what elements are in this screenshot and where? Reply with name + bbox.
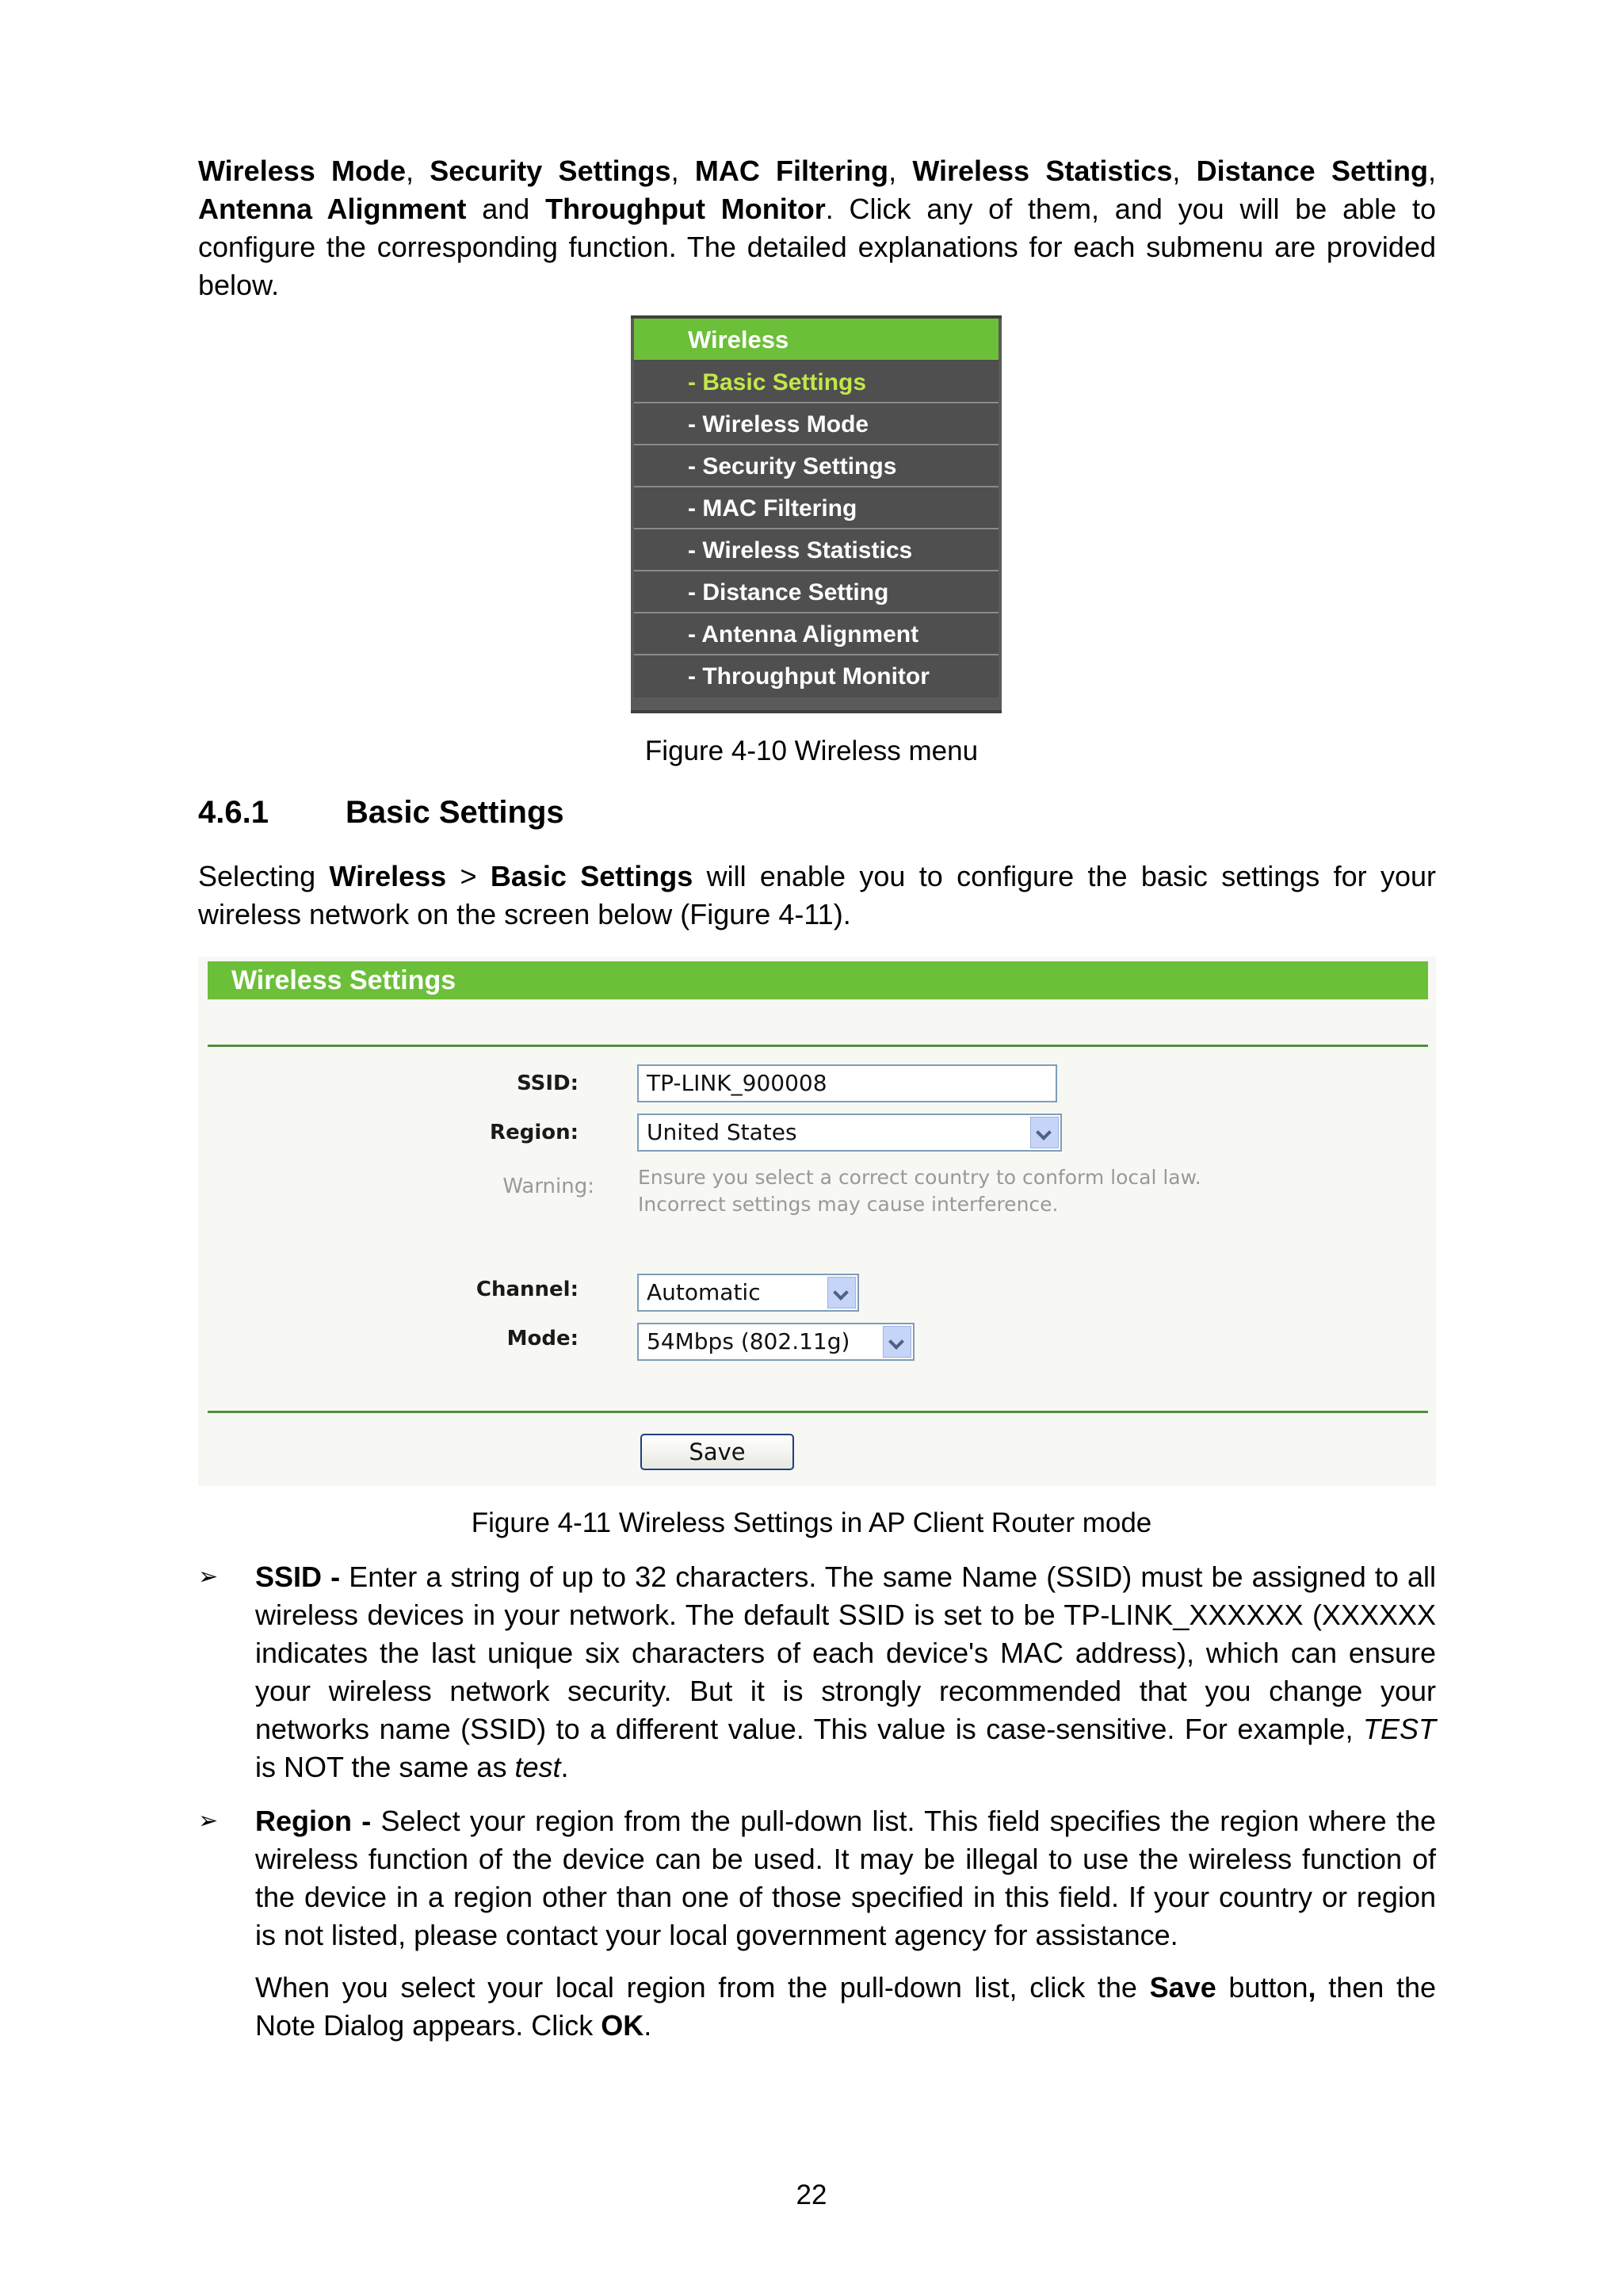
ssid-paragraph: SSID - Enter a string of up to 32 characters. The same Name (SSID) must be assigned to all wireless devices in your network. The default SSID is set to be TP-LINK_XXXXXX (XXXXXX indicates the last unique six characters of each device's MAC address), which can ensure your wireless network security. But it is strongly recommended that you change your networks name (SSID) to a different value. This value is case-sensitive. For example, TEST is NOT the same as test. — [255, 1561, 1436, 1783]
region-select[interactable] — [637, 1114, 1062, 1152]
menu-item-basic-settings[interactable]: - Basic Settings — [634, 361, 999, 403]
section-number: 4.6.1 — [198, 795, 269, 830]
menu-item-mac-filtering[interactable]: - MAC Filtering — [634, 487, 999, 529]
intro-term: Wireless Statistics — [912, 155, 1173, 187]
wireless-settings-panel — [198, 957, 1436, 1486]
region-label: Region: — [490, 1121, 579, 1144]
menu-title-wireless[interactable]: Wireless — [634, 319, 999, 361]
mode-select[interactable] — [637, 1323, 915, 1361]
menu-item-wireless-statistics[interactable]: - Wireless Statistics — [634, 529, 999, 571]
chevron-down-icon[interactable] — [1030, 1117, 1059, 1148]
bullet-icon: ➢ — [198, 1564, 219, 1590]
channel-label: Channel: — [475, 1278, 579, 1301]
section-intro-paragraph: Selecting Wireless > Basic Settings will enable you to configure the basic settings for your wireless network on the screen below (Figure 4-11). — [198, 860, 1436, 930]
menu-item-wireless-mode[interactable]: - Wireless Mode — [634, 403, 999, 445]
page-number: 22 — [796, 2179, 827, 2210]
channel-select[interactable] — [637, 1274, 859, 1312]
intro-term: Throughput Monitor — [545, 193, 826, 225]
ssid-label: SSID: — [517, 1072, 579, 1095]
bullet-icon: ➢ — [198, 1808, 219, 1834]
divider — [208, 1411, 1428, 1413]
figure-11-caption: Figure 4-11 Wireless Settings in AP Client Router mode — [471, 1507, 1152, 1538]
settings-title: Wireless Settings — [208, 961, 1428, 999]
intro-term: Wireless Mode — [198, 155, 406, 187]
intro-term: MAC Filtering — [694, 155, 889, 187]
menu-item-throughput-monitor[interactable]: - Throughput Monitor — [634, 655, 999, 697]
region-select-value: United States — [647, 1119, 797, 1145]
section-title: Basic Settings — [346, 795, 564, 830]
intro-term: Distance Setting — [1196, 155, 1428, 187]
save-paragraph: When you select your local region from the pull-down list, click the Save button, then the Note Dialog appears. Click OK. — [255, 1971, 1436, 2042]
intro-term: Security Settings — [430, 155, 671, 187]
warning-label: Warning: — [502, 1175, 594, 1198]
warning-text: Ensure you select a correct country to conform local law. Incorrect settings may cause interference. — [638, 1166, 1201, 1216]
mode-select-value: 54Mbps (802.11g) — [647, 1328, 850, 1354]
channel-select-value: Automatic — [647, 1279, 761, 1305]
intro-paragraph: Wireless Mode, Security Settings, MAC Filtering, Wireless Statistics, Distance Setting, Antenna Alignment and Throughput Monitor. Click any of them, and you will be able to configure the corresponding function. The detailed explanations for each submenu are provided below. — [198, 155, 1436, 301]
chevron-down-icon[interactable] — [883, 1326, 911, 1358]
save-button[interactable]: Save — [640, 1434, 794, 1470]
ssid-input[interactable]: TP-LINK_900008 — [637, 1064, 1057, 1102]
region-paragraph: Region - Select your region from the pull-down list. This field specifies the region where the wireless function of the device can be used. It may be illegal to use the wireless function of the device in a region other than one of those specified in this field. If your country or region is not listed, please contact your local government agency for assistance. — [255, 1805, 1437, 1951]
figure-10-caption: Figure 4-10 Wireless menu — [644, 735, 979, 766]
section-heading — [198, 793, 564, 832]
chevron-down-icon[interactable] — [827, 1277, 856, 1308]
menu-item-security-settings[interactable]: - Security Settings — [634, 445, 999, 487]
menu-item-distance-setting[interactable]: - Distance Setting — [634, 571, 999, 613]
mode-label: Mode: — [506, 1327, 579, 1350]
menu-item-antenna-alignment[interactable]: - Antenna Alignment — [634, 613, 999, 655]
wireless-menu — [631, 315, 1002, 713]
intro-term: Antenna Alignment — [198, 193, 467, 225]
divider — [208, 1045, 1428, 1047]
